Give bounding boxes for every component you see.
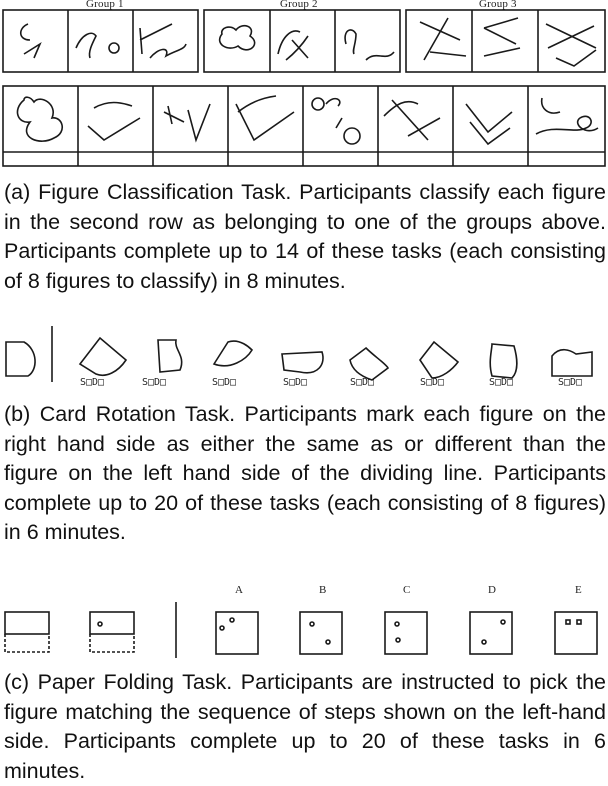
card-7-answer-label: S□D□ [489, 377, 514, 388]
option-b-label: B [319, 584, 327, 596]
paper-folding-drawing [0, 600, 608, 670]
figure-b-caption: (b) Card Rotation Task. Participants mark each figure on the right hand side as either the same as or different than the figure on the left hand side of the dividing line. Participants complete up to 20 of these tasks (each consisting of 8 figures) in 6 minutes. [4, 402, 606, 544]
group-1-label: Group 1 [86, 0, 124, 10]
classify-row [3, 86, 605, 166]
option-c-label: C [403, 584, 411, 596]
group-2-label: Group 2 [280, 0, 318, 10]
figure-c-caption: (c) Paper Folding Task. Participants are instructed to pick the figure matching the sequence of steps shown on the left-hand side. Participants complete up to 20 of these tasks in 6 minutes. [4, 670, 606, 783]
option-d-label: D [488, 584, 496, 596]
group-3-label: Group 3 [479, 0, 517, 10]
figure-classification-drawing [0, 0, 608, 180]
option-e-label: E [575, 584, 582, 596]
card-3-answer-label: S□D□ [212, 377, 237, 388]
card-6-answer-label: S□D□ [420, 377, 445, 388]
figure-a-caption: (a) Figure Classification Task. Participants classify each figure in the second row as belonging to one of the groups above. Participants complete up to 14 of these tasks (each consisting of 8 figures to classify) in 8 minutes. [4, 180, 606, 293]
card-2-answer-label: S□D□ [142, 377, 167, 388]
group-3-box [406, 10, 605, 72]
card-4-answer-label: S□D□ [283, 377, 308, 388]
option-a-label: A [235, 584, 243, 596]
card-1-answer-label: S□D□ [80, 377, 105, 388]
card-8-answer-label: S□D□ [558, 377, 583, 388]
group-2-box [204, 10, 400, 72]
card-5-answer-label: S□D□ [350, 377, 375, 388]
group-1-box [3, 10, 198, 72]
card-rotation-drawing [0, 320, 608, 410]
